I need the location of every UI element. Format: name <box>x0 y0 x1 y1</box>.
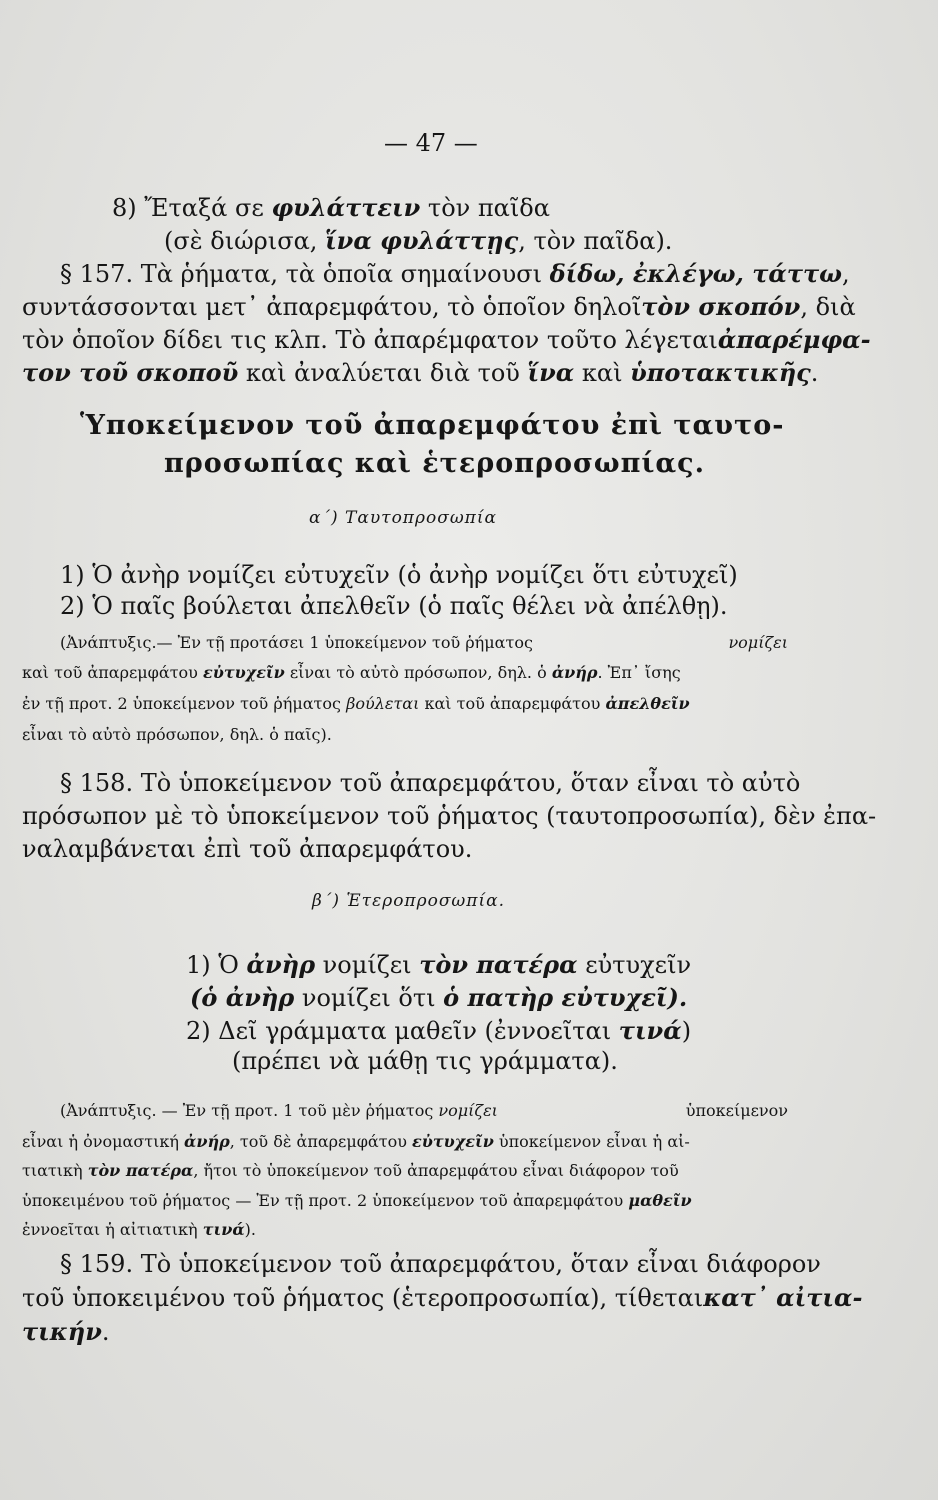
page-number: — 47 — <box>384 129 478 157</box>
example-8-line-1: 8) Ἔταξά σε φυλάττειν τὸν παῖδα <box>112 193 550 222</box>
par-157-line-3: τὸν ὁποῖον δίδει τις κλπ. Τὸ ἀπαρέμφατον τοῦτο λέγεται ἀπαρέμφα- <box>22 325 871 354</box>
subheading-a: α΄) Ταυτοπροσωπία <box>309 508 497 528</box>
par-158-line-2: πρόσωπον μὲ τὸ ὑποκείμενον τοῦ ῥήματος (ταυτοπροσωπία), δὲν ἐπα- <box>22 802 877 830</box>
analysis-2-line-5: ἐννοεῖται ἡ αἰτιατικὴ τινά). <box>22 1220 256 1239</box>
example-8-line-2: (σὲ διώρισα, ἵνα φυλάττῃς, τὸν παῖδα). <box>164 226 673 255</box>
par-157-line-2: συντάσσονται μετ᾽ ἀπαρεμφάτου, τὸ ὁποῖον δηλοῖ τὸν σκοπόν, διὰ <box>22 292 856 321</box>
par-159-line-2: τοῦ ὑποκειμένου τοῦ ῥήματος (ἑτεροπροσωπία), τίθεται κατ᾽ αἰτια- <box>22 1283 863 1312</box>
analysis-1-line-1: (Ἀνάπτυξις.— Ἐν τῇ προτάσει 1 ὑποκείμενον τοῦ ῥήματος νομίζει <box>60 633 788 652</box>
section-heading-line-1: Ὑποκείμενον τοῦ ἀπαρεμφάτου ἐπὶ ταυτο- <box>80 410 785 441</box>
par-158-line-1: § 158. Τὸ ὑποκείμενον τοῦ ἀπαρεμφάτου, ὅταν εἶναι τὸ αὐτὸ <box>60 769 801 797</box>
analysis-1-line-4: εἶναι τὸ αὐτὸ πρόσωπον, δηλ. ὁ παῖς). <box>22 725 332 744</box>
analysis-1-line-2: καὶ τοῦ ἀπαρεμφάτου εὐτυχεῖν εἶναι τὸ αὐτὸ πρόσωπον, δηλ. ὁ ἀνήρ. Ἐπ᾽ ἴσης <box>22 663 681 682</box>
par-159-line-1: § 159. Τὸ ὑποκείμενον τοῦ ἀπαρεμφάτου, ὅταν εἶναι διάφορον <box>60 1250 821 1278</box>
example-b-2-paraphrase: (πρέπει νὰ μάθῃ τις γράμματα). <box>232 1047 618 1075</box>
analysis-2-line-3: τιατικὴ τὸν πατέρα, ἤτοι τὸ ὑποκείμενον τοῦ ἀπαρεμφάτου εἶναι διάφορον τοῦ <box>22 1161 679 1180</box>
analysis-2-line-1: (Ἀνάπτυξις. — Ἐν τῇ προτ. 1 τοῦ μὲν ῥήματος νομίζει ὑποκείμενον <box>60 1101 788 1120</box>
analysis-2-line-4: ὑποκειμένου τοῦ ῥήματος — Ἐν τῇ προτ. 2 ὑποκείμενον τοῦ ἀπαρεμφάτου μαθεῖν <box>22 1191 692 1210</box>
subheading-b: β΄) Ἑτεροπροσωπία. <box>312 891 506 911</box>
par-159-line-3: τικήν. <box>22 1317 110 1346</box>
example-b-1: 1) Ὁ ἀνὴρ νομίζει τὸν πατέρα εὐτυχεῖν <box>186 950 692 979</box>
par-157-line-4: τον τοῦ σκοποῦ καὶ ἀναλύεται διὰ τοῦ ἵνα καὶ ὑποτακτικῆς. <box>22 358 819 387</box>
example-a-2: 2) Ὁ παῖς βούλεται ἀπελθεῖν (ὁ παῖς θέλει νὰ ἀπέλθῃ). <box>60 592 728 620</box>
example-b-1-paraphrase: (ὁ ἀνὴρ νομίζει ὅτι ὁ πατὴρ εὐτυχεῖ). <box>190 983 688 1012</box>
par-158-line-3: ναλαμβάνεται ἐπὶ τοῦ ἀπαρεμφάτου. <box>22 835 473 863</box>
analysis-1-line-3: ἐν τῇ προτ. 2 ὑποκείμενον τοῦ ῥήματος βούλεται καὶ τοῦ ἀπαρεμφάτου ἀπελθεῖν <box>22 694 690 713</box>
section-heading-line-2: προσωπίας καὶ ἑτεροπροσωπίας. <box>164 448 706 479</box>
par-157-line-1: § 157. Τὰ ῥήματα, τὰ ὁποῖα σημαίνουσι δίδω, ἐκλέγω, τάττω, <box>60 259 850 288</box>
example-a-1: 1) Ὁ ἀνὴρ νομίζει εὐτυχεῖν (ὁ ἀνὴρ νομίζει ὅτι εὐτυχεῖ) <box>60 561 738 589</box>
analysis-2-line-2: εἶναι ἡ ὀνομαστική ἀνήρ, τοῦ δὲ ἀπαρεμφάτου εὐτυχεῖν ὑποκείμενον εἶναι ἡ αἰ- <box>22 1132 690 1151</box>
example-b-2: 2) Δεῖ γράμματα μαθεῖν (ἐννοεῖται τινά) <box>186 1016 692 1045</box>
